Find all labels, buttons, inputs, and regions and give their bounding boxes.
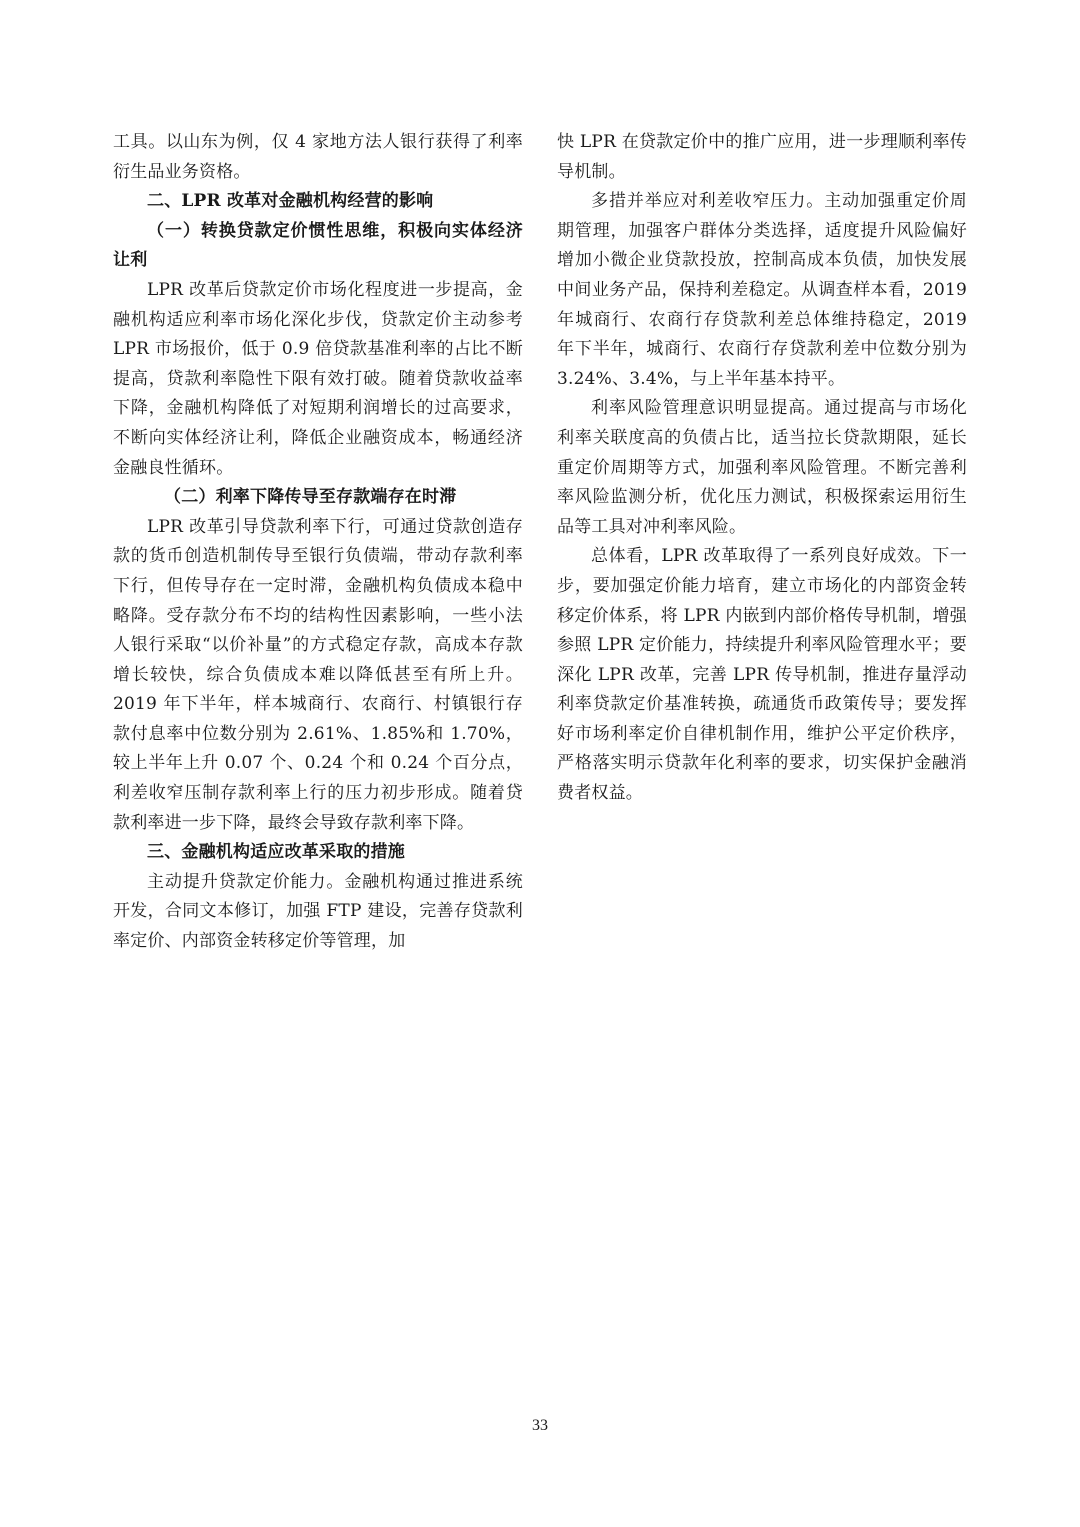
paragraph-pricing-ability: 主动提升贷款定价能力。金融机构通过推进系统开发，合同文本修订，加强 FTP 建设，完善存贷款利率定价、内部资金转移定价等管理，加: [113, 871, 523, 952]
paragraph-lpr-pricing: LPR 改革后贷款定价市场化程度进一步提高，金融机构适应利率市场化深化步伐，贷款定价主动参考 LPR 市场报价，低于 0.9 倍贷款基准利率的占比不断提高，贷款利率隐性下限有效打破。随着贷款收益率下降，金融机构降低了对短期利润增长的过高要求，不断向实体经济让利，降低企业融资成本，畅通经济金融良性循环。: [113, 279, 523, 478]
paragraph-margin-pressure: 多措并举应对利差收窄压力。主动加强重定价周期管理，加强客户群体分类选择，适度提升风险偏好增加小微企业贷款投放，控制高成本负债，加快发展中间业务产品，保持利差稳定。从调查样本看，2019 年城商行、农商行存贷款利差总体维持稳定，2019 年下半年，城商行、农商行存贷款利差中位数分别为 3.24%、3.4%，与上半年基本持平。: [557, 191, 967, 389]
page-number: 33: [532, 1417, 548, 1434]
paragraph-continued-right: 快 LPR 在贷款定价中的推广应用，进一步理顺利率传导机制。: [557, 132, 967, 182]
paragraph-continued: 工具。以山东为例，仅 4 家地方法人银行获得了利率衍生品业务资格。: [113, 132, 523, 182]
section-heading-2: 二、LPR 改革对金融机构经营的影响: [147, 191, 434, 212]
paragraph-risk-management: 利率风险管理意识明显提高。通过提高与市场化利率关联度高的负债占比，适当拉长贷款期限，延长重定价周期等方式，加强利率风险管理。不断完善利率风险监测分析，优化压力测试，积极探索运用衍生品等工具对冲利率风险。: [557, 398, 967, 537]
paragraph-summary: 总体看，LPR 改革取得了一系列良好成效。下一步，要加强定价能力培育，建立市场化的内部资金转移定价体系，将 LPR 内嵌到内部价格传导机制，增强参照 LPR 定价能力，持续提升利率风险管理水平；要深化 LPR 改革，完善 LPR 传导机制，推进存量浮动利率贷款定价基准转换，疏通货币政策传导；要发挥好市场利率定价自律机制作用，维护公平定价秩序，严格落实明示贷款年化利率的要求，切实保护金融消费者权益。: [557, 546, 967, 804]
right-column: [557, 128, 967, 809]
subsection-heading-2: （二）利率下降传导至存款端存在时滞: [164, 487, 457, 508]
paragraph-deposit-lag: LPR 改革引导贷款利率下行，可通过贷款创造存款的货币创造机制传导至银行负债端，带动存款利率下行，但传导存在一定时滞，金融机构负债成本稳中略降。受存款分布不均的结构性因素影响，一些小法人银行采取“以价补量”的方式稳定存款，高成本存款增长较快，综合负债成本难以降低甚至有所上升。2019 年下半年，样本城商行、农商行、村镇银行存款付息率中位数分别为 2.61%、1.85%和 1.70%，较上半年上升 0.07 个、0.24 个和 0.24 个百分点，利差收窄压制存款利率上行的压力初步形成。随着贷款利率进一步下降，最终会导致存款利率下降。: [113, 516, 523, 833]
left-column: [113, 128, 523, 957]
subsection-heading-1: （一）转换贷款定价惯性思维，积极向实体经济让利: [113, 220, 523, 271]
section-heading-3: 三、金融机构适应改革采取的措施: [147, 842, 405, 863]
